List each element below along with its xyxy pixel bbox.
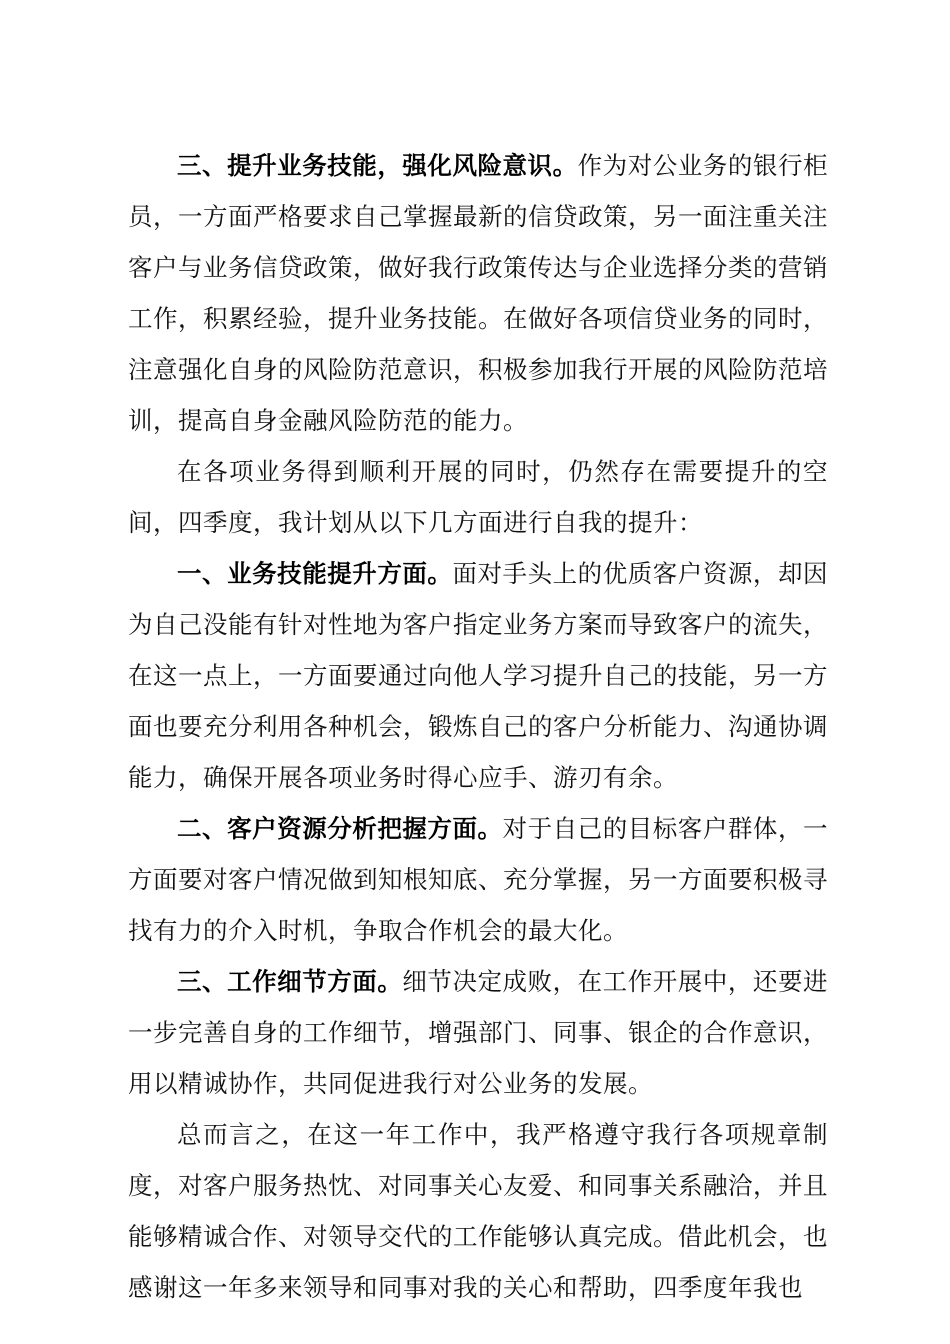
paragraph-text: 面对手头上的优质客户资源，却因为自己没能有针对性地为客户指定业务方案而导致客户的流失，在这一点上，一方面要通过向他人学习提升自己的技能，另一方面也要充分利用各种机会，锻炼自己的客户分析能力、沟通协调能力，确保开展各项业务时得心应手、游刃有余。 <box>128 559 829 792</box>
paragraph-text: 细节决定成败，在工作开展中，还要进一步完善自身的工作细节，增强部门、同事、银企的合作意识，用以精诚协作，共同促进我行对公业务的发展。 <box>128 967 828 1098</box>
paragraph-text: 作为对公业务的银行柜员，一方面严格要求自己掌握最新的信贷政策，另一面注重关注客户与业务信贷政策，做好我行政策传达与企业选择分类的营销工作，积累经验，提升业务技能。在做好各项信贷业务的同时，注意强化自身的风险防范意识，积极参加我行开展的风险防范培训，提高自身金融风险防范的能力。 <box>128 151 828 435</box>
paragraph-heading: 二、客户资源分析把握方面。 <box>177 814 503 843</box>
paragraph-skills-risk <box>128 140 828 446</box>
paragraph-work-details <box>128 956 828 1109</box>
paragraph-text: 在各项业务得到顺利开展的同时，仍然存在需要提升的空间，四季度，我计划从以下几方面进行自我的提升： <box>128 457 828 537</box>
document-body <box>128 140 828 1313</box>
paragraph-heading: 一、业务技能提升方面。 <box>177 559 453 588</box>
paragraph-heading: 三、工作细节方面。 <box>177 967 403 996</box>
paragraph-summary <box>128 1109 828 1313</box>
paragraph-improvement-intro <box>128 446 828 548</box>
paragraph-text: 总而言之，在这一年工作中，我严格遵守我行各项规章制度，对客户服务热忱、对同事关心友爱、和同事关系融洽，并且能够精诚合作、对领导交代的工作能够认真完成。借此机会，也感谢这一年多来领导和同事对我的关心和帮助，四季度年我也 <box>128 1120 828 1302</box>
paragraph-business-skills <box>128 548 828 803</box>
paragraph-customer-resources <box>128 803 828 956</box>
paragraph-heading: 三、提升业务技能，强化风险意识。 <box>177 151 578 180</box>
paragraph-text: 对于自己的目标客户群体，一方面要对客户情况做到知根知底、充分掌握，另一方面要积极寻找有力的介入时机，争取合作机会的最大化。 <box>128 814 829 945</box>
